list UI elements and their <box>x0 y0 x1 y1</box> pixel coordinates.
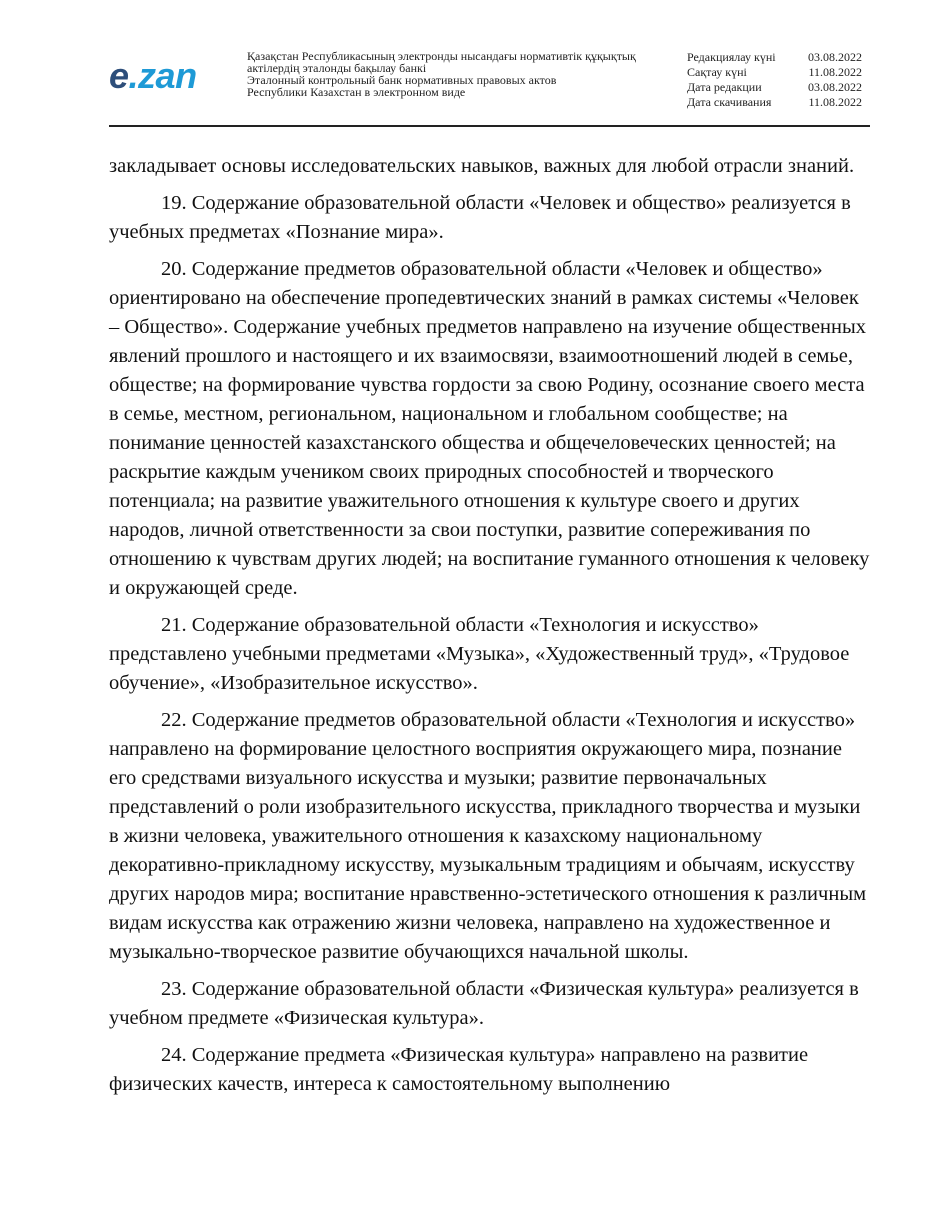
date-row-edit-ru <box>687 80 870 95</box>
date-label: Редакциялау күні <box>687 50 776 64</box>
paragraph-22: 22. Содержание предметов образовательной области «Технология и искусство» направлено на формирование целостного восприятия окружающего мира, познание его средствами визуального искусства и музыки; развитие первоначальных представлений о роли изобразительного искусства, прикладного творчества и музыки в жизни человека, уважительного отношения к казахскому национальному декоративно-прикладному искусству, музыкальным традициям и обычаям, искусству других народов мира; воспитание нравственно-эстетического отношения к различным видам искусства как отражению жизни человека, направлено на художественное и музыкально-творческое развитие обучающихся начальной школы. <box>109 709 867 963</box>
header-dates <box>687 50 870 110</box>
header-divider <box>109 125 870 127</box>
date-label: Дата скачивания <box>687 95 772 109</box>
paragraph-20: 20. Содержание предметов образовательной области «Человек и общество» ориентировано на обеспечение пропедевтических знаний в рамках системы «Человек – Общество». Содержание учебных предметов направлено на изучение общественных явлений прошлого и настоящего и их взаимосвязи, взаимоотношений людей в семье, обществе; на формирование чувства гордости за свою Родину, осознание своего места в семье, местном, региональном, национальном и глобальном сообществе; на понимание ценностей казахстанского общества и общечеловеческих ценностей; на раскрытие каждым учеником своих природных способностей и творческого потенциала; на развитие уважительного отношения к культуре своего и других народов, личной ответственности за свои поступки, развитие сопереживания по отношению к чувствам других людей; на воспитание гуманного отношения к человеку и окружающей среде. <box>109 258 870 599</box>
logo-text-e: e <box>109 55 129 96</box>
paragraph-24: 24. Содержание предмета «Физическая культура» направлено на развитие физических качеств, интереса к самостоятельному выполнению <box>109 1044 809 1095</box>
date-row-download-ru <box>687 95 870 110</box>
paragraph-19: 19. Содержание образовательной области «Человек и общество» реализуется в учебных предметах «Познание мира». <box>109 192 851 243</box>
date-value: 11.08.2022 <box>808 95 862 109</box>
ezan-logo <box>109 56 197 96</box>
date-value: 03.08.2022 <box>808 80 862 94</box>
logo-text-zan: zan <box>138 55 197 96</box>
paragraph-21: 21. Содержание образовательной области «Технология и искусство» представлено учебными предметами «Музыка», «Художественный труд», «Трудовое обучение», «Изобразительное искусство». <box>109 614 850 694</box>
document-header <box>109 46 870 126</box>
date-row-edit-kz <box>687 50 870 65</box>
date-value: 03.08.2022 <box>808 50 862 64</box>
header-description-line: Қазақстан Республикасының электронды нысандағы нормативтік құқықтық <box>247 49 636 63</box>
header-description-line: актілердің эталонды бақылау банкі <box>247 61 427 75</box>
paragraph-continuation: закладывает основы исследовательских навыков, важных для любой отрасли знаний. <box>109 155 855 177</box>
date-value: 11.08.2022 <box>808 65 862 79</box>
header-description <box>247 50 667 98</box>
document-body <box>109 152 871 1107</box>
date-label: Сақтау күні <box>687 65 747 79</box>
date-row-save-kz <box>687 65 870 80</box>
paragraph-23: 23. Содержание образовательной области «Физическая культура» реализуется в учебном предмете «Физическая культура». <box>109 978 859 1029</box>
header-description-line: Республики Казахстан в электронном виде <box>247 85 466 99</box>
header-description-line: Эталонный контрольный банк нормативных правовых актов <box>247 73 557 87</box>
logo-text-dot: . <box>128 55 139 96</box>
date-label: Дата редакции <box>687 80 762 94</box>
